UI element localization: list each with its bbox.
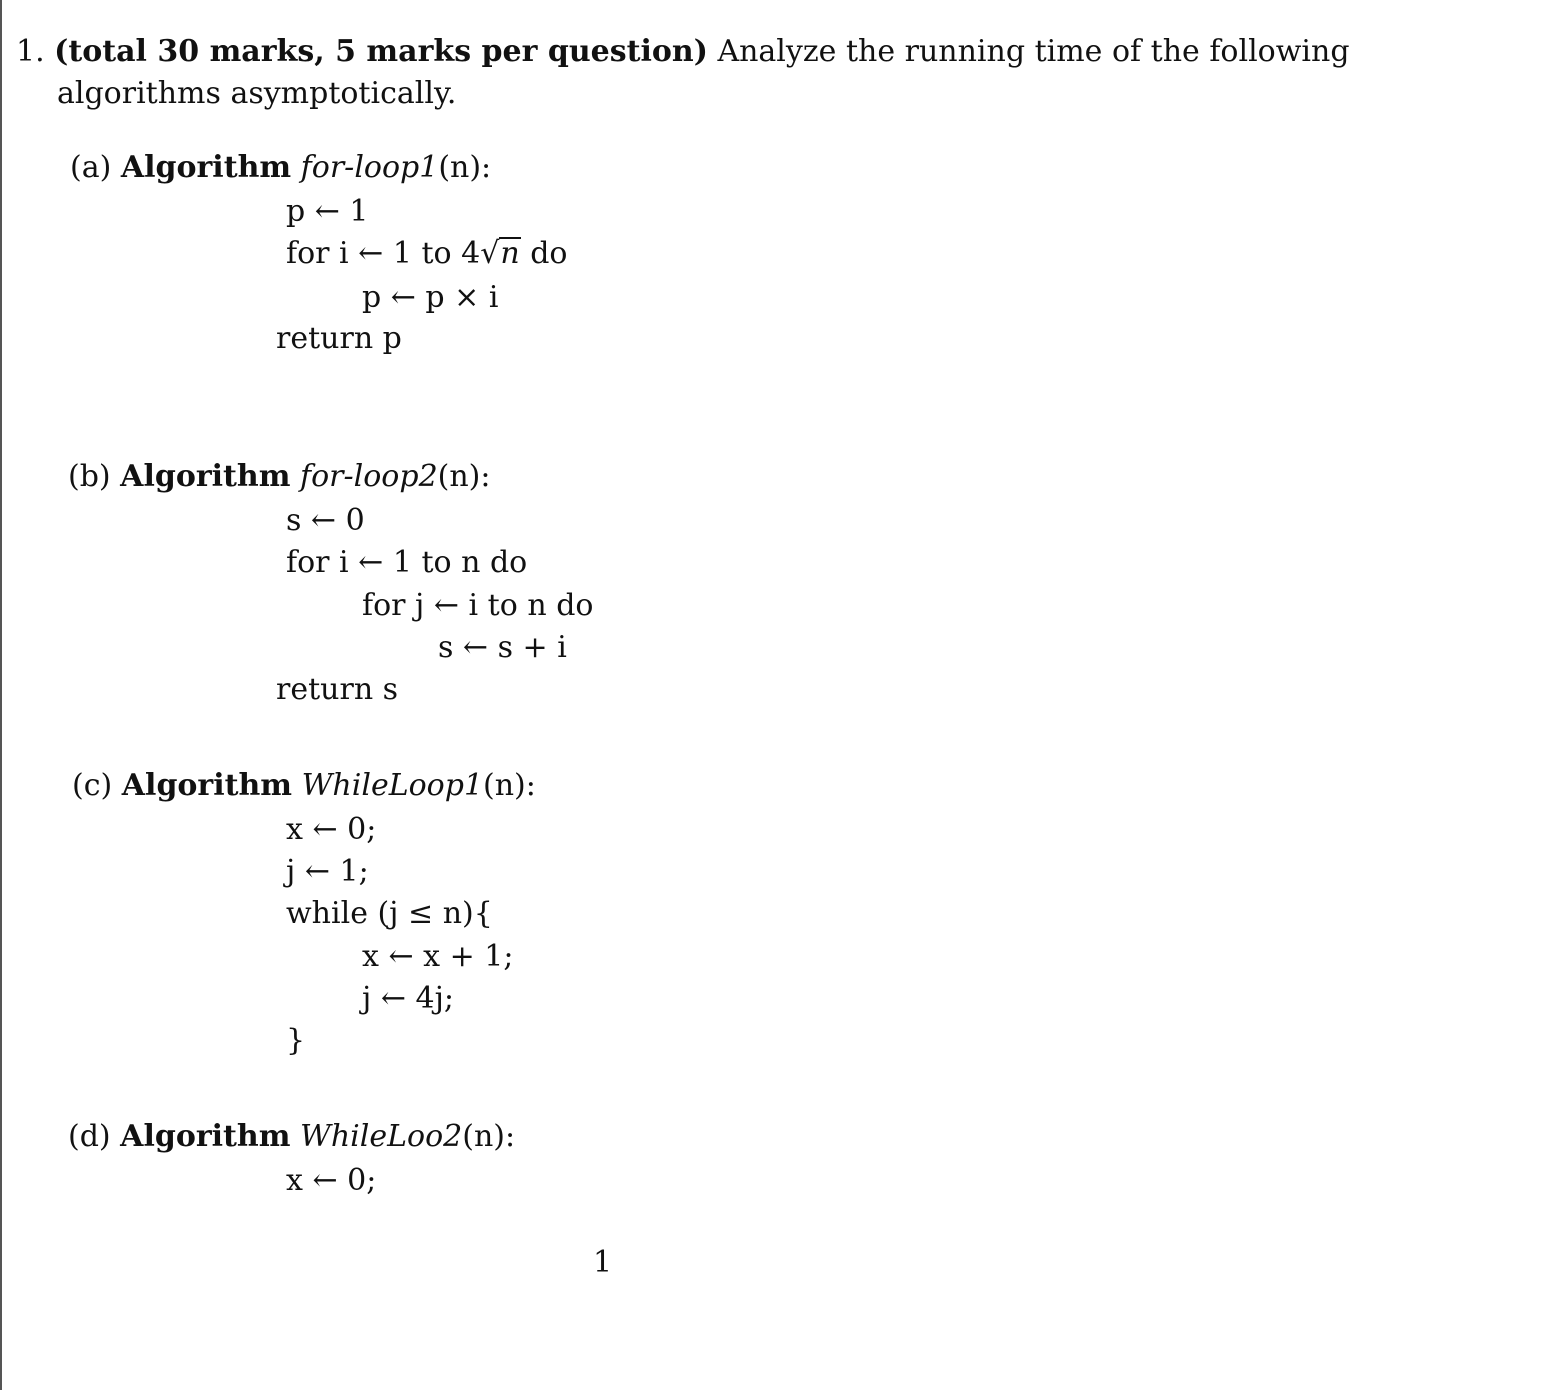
part-c-keyword: Algorithm bbox=[121, 768, 293, 803]
part-c-line-1: x ← 0; bbox=[286, 812, 377, 847]
part-c-line-2: j ← 1; bbox=[286, 854, 369, 889]
part-a-line-4: return p bbox=[276, 321, 402, 356]
part-a-arg: (n): bbox=[438, 150, 492, 185]
part-a-line-1: p ← 1 bbox=[286, 194, 369, 229]
part-d-arg: (n): bbox=[462, 1119, 516, 1154]
part-c-heading bbox=[72, 768, 536, 804]
part-c-line-4: x ← x + 1; bbox=[362, 939, 514, 974]
part-b-arg: (n): bbox=[437, 459, 491, 494]
part-b-name: for-loop2 bbox=[300, 459, 438, 494]
page-left-border bbox=[0, 0, 2, 1390]
part-a-label: (a) bbox=[70, 150, 112, 185]
part-a-name: for-loop1 bbox=[300, 150, 439, 185]
page-number: 1 bbox=[593, 1245, 613, 1280]
part-a-line-2-do: do bbox=[530, 236, 568, 271]
part-c-line-5: j ← 4j; bbox=[362, 981, 455, 1016]
part-d-label: (d) bbox=[68, 1119, 111, 1154]
part-c-label: (c) bbox=[72, 768, 113, 803]
part-c-line-3: while (j ≤ n){ bbox=[286, 896, 493, 931]
part-d-line-1: x ← 0; bbox=[286, 1163, 377, 1198]
part-a-line-2 bbox=[286, 236, 567, 272]
question-text-line1: Analyze the running time of the following bbox=[717, 34, 1350, 69]
part-a-keyword: Algorithm bbox=[120, 150, 292, 185]
part-c-arg: (n): bbox=[483, 768, 536, 803]
part-b-keyword: Algorithm bbox=[120, 459, 291, 494]
part-d-name: WhileLoo2 bbox=[300, 1119, 463, 1154]
question-text-line2: algorithms asymptotically. bbox=[57, 76, 457, 111]
part-b-label: (b) bbox=[68, 459, 111, 494]
question-number: 1. bbox=[16, 34, 45, 69]
part-b-line-5: return s bbox=[276, 672, 399, 707]
part-b-line-3: for j ← i to n do bbox=[362, 588, 594, 623]
part-d-heading bbox=[68, 1119, 515, 1155]
part-b-line-2: for i ← 1 to n do bbox=[286, 545, 528, 580]
question-marks: (total 30 marks, 5 marks per question) bbox=[54, 34, 708, 69]
sqrt-symbol: √ bbox=[480, 236, 500, 271]
question-header bbox=[16, 34, 1350, 70]
part-c-name: WhileLoop1 bbox=[301, 768, 484, 803]
part-b-line-1: s ← 0 bbox=[286, 503, 365, 538]
part-b-line-4: s ← s + i bbox=[438, 630, 567, 665]
part-a-heading bbox=[70, 150, 491, 186]
sqrt-radicand: n bbox=[500, 236, 520, 271]
part-a-line-3: p ← p × i bbox=[362, 280, 499, 315]
part-c-line-6: } bbox=[286, 1023, 306, 1058]
part-a-line-2-text: for i ← 1 to 4 bbox=[286, 236, 481, 271]
part-d-keyword: Algorithm bbox=[120, 1119, 291, 1154]
part-b-heading bbox=[68, 459, 491, 495]
